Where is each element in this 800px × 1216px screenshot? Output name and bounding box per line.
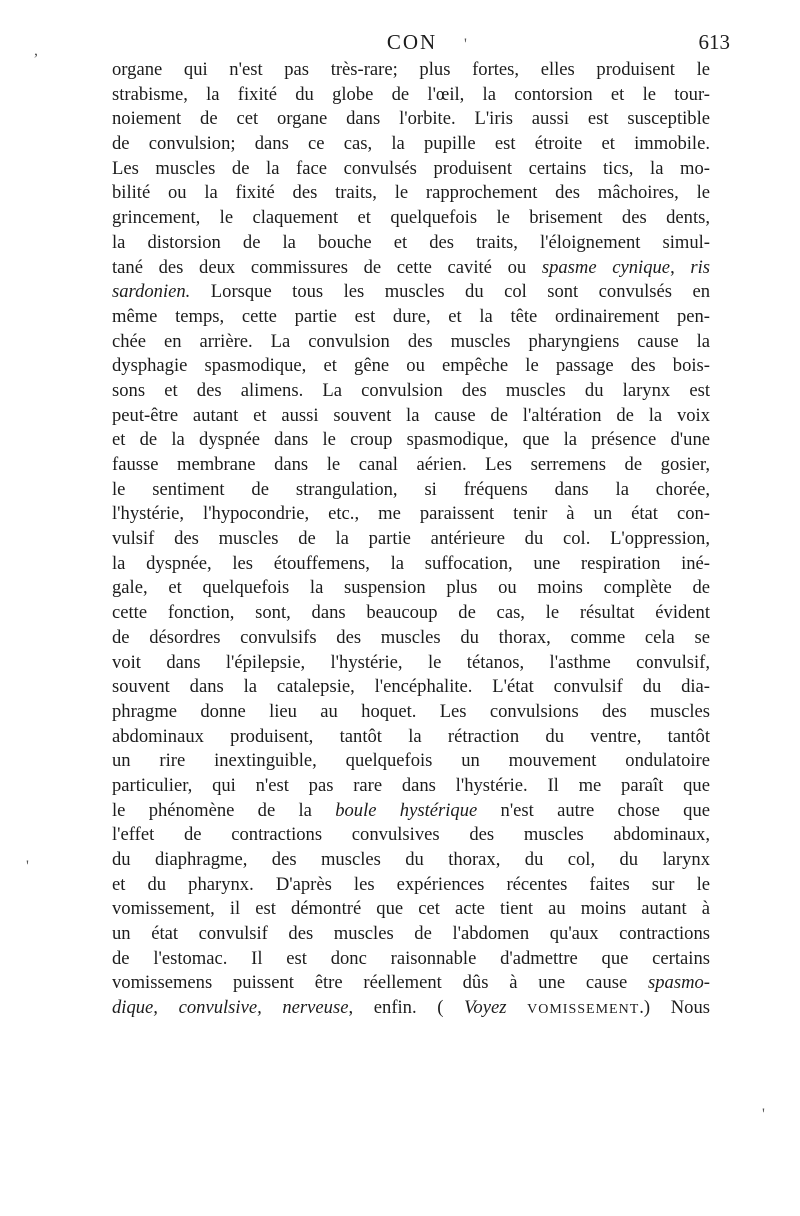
italic-term: spasme cynique: [541, 256, 671, 278]
italic-term: boule hystérique: [335, 799, 478, 821]
italic-term: ris: [690, 256, 710, 278]
text-line: sons et des alimens. La convulsion des muscles du larynx est: [112, 379, 710, 401]
text-line: de convulsion; dans ce cas, la pupille est étroite et immobile.: [112, 133, 710, 155]
text-line: de l'estomac. Il est donc raisonnable d'admettre que certains: [112, 947, 710, 969]
text-line: l'effet de contractions convulsives des muscles abdominaux,: [112, 824, 710, 846]
text-fragment: ,: [670, 256, 691, 278]
text-line: Les muscles de la face convulsés produisent certains tics, la mo-: [112, 157, 710, 179]
text-line: dysphagie spasmodique, et gêne ou empêche le passage des bois-: [112, 355, 710, 377]
text-line: le sentiment de strangulation, si fréquens dans la chorée,: [112, 478, 710, 500]
text-fragment: tané des deux commissures de cette cavité ou: [112, 256, 542, 278]
text-line: un état convulsif des muscles de l'abdomen qu'aux contractions: [112, 923, 710, 945]
text-line: organe qui n'est pas très-rare; plus fortes, elles produisent le: [112, 59, 710, 80]
text-line: et de la dyspnée dans le croup spasmodique, que la présence d'une: [112, 429, 710, 451]
text-fragment: le phénomène de la: [112, 799, 336, 821]
text-line: bilité ou la fixité des traits, le rapprochement des mâchoires, le: [112, 182, 710, 204]
margin-mark: ': [464, 36, 467, 53]
text-fragment: .) Nous: [639, 997, 710, 1019]
text-line: voit dans l'épilepsie, l'hystérie, le tétanos, l'asthme convulsif,: [112, 651, 710, 673]
text-line: [112, 971, 710, 996]
body-text: [112, 58, 710, 1021]
margin-mark: ': [762, 1106, 765, 1123]
text-line: noiement de cet organe dans l'orbite. L'iris aussi est susceptible: [112, 108, 710, 130]
text-line: la dyspnée, les étouffemens, la suffocation, une respiration iné-: [112, 552, 710, 574]
text-line: fausse membrane dans le canal aérien. Les serremens de gosier,: [112, 454, 710, 475]
italic-term: dique, convulsive, nerveuse: [112, 997, 349, 1019]
text-line: peut-être autant et aussi souvent la cause de l'altération de la voix: [112, 404, 710, 426]
text-line: souvent dans la catalepsie, l'encéphalite. L'état convulsif du dia-: [112, 676, 710, 698]
text-line: du diaphragme, des muscles du thorax, du col, du larynx: [112, 849, 710, 870]
cross-reference: VOMISSEMENT: [527, 1002, 640, 1018]
text-line: gale, et quelquefois la suspension plus ou moins complète de: [112, 577, 710, 599]
text-line: la distorsion de la bouche et des traits, l'éloignement simul-: [112, 231, 710, 253]
text-line: cette fonction, sont, dans beaucoup de cas, le résultat évident: [112, 602, 710, 624]
text-line: grincement, le claquement et quelquefois le brisement des dents,: [112, 207, 710, 229]
text-fragment: Lorsque tous les muscles du col sont convulsés en: [190, 281, 710, 303]
text-line: [112, 256, 710, 281]
text-line: [112, 996, 710, 1021]
text-line: l'hystérie, l'hypocondrie, etc., me paraissent tenir à un état con-: [112, 503, 710, 525]
margin-mark: ,: [34, 42, 38, 59]
margin-mark: ': [26, 858, 29, 875]
italic-term: Voyez: [464, 997, 507, 1019]
text-fragment: vomissemens puissent être réellement dûs à une cause: [112, 972, 649, 994]
text-line: phragme donne lieu au hoquet. Les convulsions des muscles: [112, 700, 710, 722]
text-line: vulsif des muscles de la partie antérieure du col. L'oppression,: [112, 528, 710, 550]
text-line: [112, 799, 710, 824]
text-line: de désordres convulsifs des muscles du thorax, comme cela se: [112, 626, 710, 648]
text-line: [112, 280, 710, 305]
running-head: CON: [386, 30, 438, 54]
page-header: [112, 30, 730, 58]
text-line: un rire inextinguible, quelquefois un mouvement ondulatoire: [112, 750, 710, 772]
page-number: 613: [698, 30, 730, 54]
text-line: abdominaux produisent, tantôt la rétraction du ventre, tantôt: [112, 725, 710, 747]
italic-term: spasmo-: [648, 972, 710, 994]
text-line: chée en arrière. La convulsion des muscles pharyngiens cause la: [112, 330, 710, 352]
text-line: vomissement, il est démontré que cet acte tient au moins autant à: [112, 898, 710, 920]
text-line: particulier, qui n'est pas rare dans l'hystérie. Il me paraît que: [112, 774, 710, 796]
text-line: même temps, cette partie est dure, et la tête ordinairement pen-: [112, 305, 710, 327]
text-line: et du pharynx. D'après les expériences récentes faites sur le: [112, 873, 710, 895]
italic-term: sardonien.: [112, 281, 191, 303]
text-line: strabisme, la fixité du globe de l'œil, la contorsion et le tour-: [112, 83, 710, 105]
text-fragment: n'est autre chose que: [477, 799, 710, 821]
text-fragment: , enfin. (: [348, 997, 465, 1019]
